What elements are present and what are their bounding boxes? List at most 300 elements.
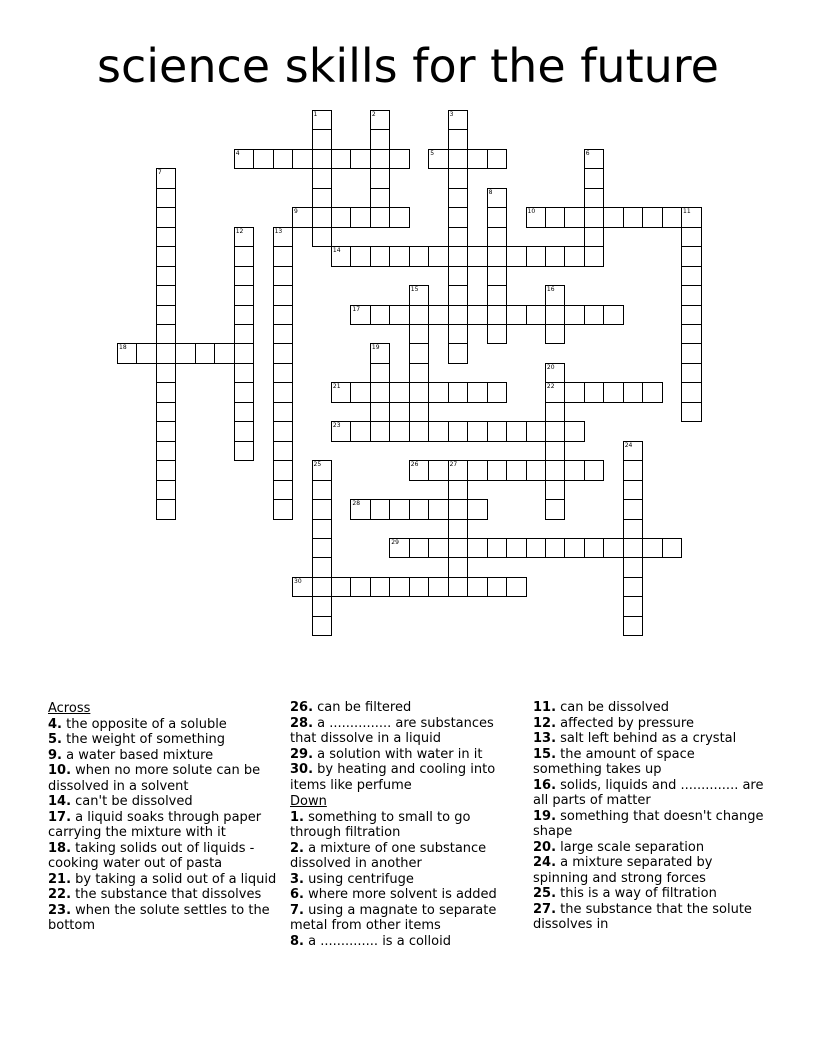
clue-item (290, 841, 520, 872)
down-clue-list-continued (533, 700, 765, 933)
grid-cell[interactable] (681, 402, 702, 423)
grid-cell[interactable] (370, 343, 391, 364)
grid-cell[interactable] (467, 149, 488, 170)
grid-cell[interactable] (487, 324, 508, 345)
grid-cell[interactable] (564, 538, 585, 559)
grid-cell[interactable] (350, 149, 371, 170)
grid-cell[interactable] (312, 460, 333, 481)
grid-cell[interactable] (292, 149, 313, 170)
grid-cell[interactable] (681, 207, 702, 228)
grid-cell[interactable] (487, 305, 508, 326)
grid-cell[interactable] (428, 421, 449, 442)
grid-cell[interactable] (448, 246, 469, 267)
grid-cell[interactable] (331, 246, 352, 267)
grid-cell[interactable] (506, 246, 527, 267)
clue-text: the weight of something (61, 732, 226, 747)
grid-cell[interactable] (545, 480, 566, 501)
clue-text: when the solute settles to the bottom (48, 902, 270, 933)
grid-cell[interactable] (506, 538, 527, 559)
grid-cell[interactable] (292, 207, 313, 228)
clue-number: 24. (533, 855, 557, 870)
clue-item (48, 810, 280, 841)
grid-cell[interactable] (584, 227, 605, 248)
grid-cell[interactable] (234, 324, 255, 345)
grid-cell[interactable] (312, 616, 333, 637)
grid-cell[interactable] (312, 207, 333, 228)
grid-cell[interactable] (545, 382, 566, 403)
grid-cell[interactable] (156, 441, 177, 462)
grid-cell[interactable] (526, 207, 547, 228)
grid-cell[interactable] (526, 305, 547, 326)
grid-cell[interactable] (448, 577, 469, 598)
grid-cell[interactable] (156, 227, 177, 248)
down-heading: Down (290, 794, 327, 809)
grid-cell[interactable] (487, 577, 508, 598)
grid-cell[interactable] (389, 207, 410, 228)
grid-cell[interactable] (156, 480, 177, 501)
grid-cell[interactable] (623, 460, 644, 481)
clue-item (48, 887, 280, 903)
grid-cell[interactable] (409, 343, 430, 364)
grid-cell[interactable] (506, 421, 527, 442)
grid-cell[interactable] (234, 246, 255, 267)
clue-text: taking solids out of liquids - cooking water out of pasta (48, 840, 255, 871)
grid-cell[interactable] (467, 421, 488, 442)
grid-cell[interactable] (681, 227, 702, 248)
grid-cell[interactable] (642, 538, 663, 559)
grid-cell[interactable] (214, 343, 235, 364)
grid-cell[interactable] (312, 519, 333, 540)
grid-cell[interactable] (545, 285, 566, 306)
grid-cell[interactable] (623, 207, 644, 228)
grid-cell[interactable] (156, 207, 177, 228)
grid-cell[interactable] (175, 343, 196, 364)
grid-cell[interactable] (506, 577, 527, 598)
grid-cell[interactable] (681, 382, 702, 403)
grid-cell[interactable] (273, 480, 294, 501)
grid-cell[interactable] (603, 382, 624, 403)
grid-cell[interactable] (156, 402, 177, 423)
grid-cell[interactable] (234, 305, 255, 326)
grid-cell[interactable] (156, 499, 177, 520)
clue-number: 21. (48, 871, 72, 887)
grid-cell[interactable] (487, 382, 508, 403)
grid-cell[interactable] (234, 382, 255, 403)
grid-cell[interactable] (409, 382, 430, 403)
grid-cell[interactable] (156, 266, 177, 287)
clue-text: this is a way of filtration (556, 886, 717, 901)
grid-cell[interactable] (370, 421, 391, 442)
grid-cell[interactable] (312, 168, 333, 189)
grid-cell[interactable] (370, 246, 391, 267)
grid-cell[interactable] (545, 305, 566, 326)
cell-number: 15 (410, 286, 419, 293)
grid-cell[interactable] (681, 266, 702, 287)
grid-cell[interactable] (253, 149, 274, 170)
grid-cell[interactable] (487, 227, 508, 248)
grid-cell[interactable] (564, 207, 585, 228)
grid-cell[interactable] (428, 382, 449, 403)
grid-cell[interactable] (234, 266, 255, 287)
grid-cell[interactable] (623, 557, 644, 578)
grid-cell[interactable] (370, 499, 391, 520)
grid-cell[interactable] (350, 577, 371, 598)
grid-cell[interactable] (623, 519, 644, 540)
grid-cell[interactable] (312, 499, 333, 520)
grid-cell[interactable] (487, 460, 508, 481)
grid-cell[interactable] (545, 460, 566, 481)
grid-cell[interactable] (273, 363, 294, 384)
grid-cell[interactable] (448, 266, 469, 287)
grid-cell[interactable] (234, 441, 255, 462)
grid-cell[interactable] (506, 460, 527, 481)
grid-cell[interactable] (273, 266, 294, 287)
grid-cell[interactable] (467, 246, 488, 267)
grid-cell[interactable] (312, 110, 333, 131)
grid-cell[interactable] (273, 246, 294, 267)
grid-cell[interactable] (389, 246, 410, 267)
grid-cell[interactable] (526, 246, 547, 267)
grid-cell[interactable] (370, 188, 391, 209)
clue-text: a mixture of one substance dissolved in another (290, 840, 487, 871)
clue-item (533, 902, 765, 933)
grid-cell[interactable] (526, 460, 547, 481)
grid-cell[interactable] (234, 149, 255, 170)
grid-cell[interactable] (273, 227, 294, 248)
grid-cell[interactable] (370, 402, 391, 423)
grid-cell[interactable] (623, 382, 644, 403)
grid-cell[interactable] (409, 577, 430, 598)
grid-cell[interactable] (564, 421, 585, 442)
grid-cell[interactable] (292, 577, 313, 598)
grid-cell[interactable] (564, 382, 585, 403)
grid-cell[interactable] (331, 207, 352, 228)
grid-cell[interactable] (370, 305, 391, 326)
grid-cell[interactable] (448, 421, 469, 442)
grid-cell[interactable] (331, 149, 352, 170)
grid-cell[interactable] (584, 305, 605, 326)
grid-cell[interactable] (681, 285, 702, 306)
grid-cell[interactable] (350, 499, 371, 520)
grid-cell[interactable] (448, 324, 469, 345)
grid-cell[interactable] (564, 460, 585, 481)
grid-cell[interactable] (409, 285, 430, 306)
grid-cell[interactable] (681, 246, 702, 267)
grid-cell[interactable] (448, 129, 469, 150)
grid-cell[interactable] (448, 188, 469, 209)
grid-cell[interactable] (370, 168, 391, 189)
clue-number: 17. (48, 809, 72, 825)
grid-cell[interactable] (681, 343, 702, 364)
grid-cell[interactable] (487, 421, 508, 442)
grid-cell[interactable] (428, 305, 449, 326)
grid-cell[interactable] (195, 343, 216, 364)
grid-cell[interactable] (545, 246, 566, 267)
grid-cell[interactable] (681, 324, 702, 345)
grid-cell[interactable] (273, 149, 294, 170)
grid-cell[interactable] (448, 305, 469, 326)
grid-cell[interactable] (389, 149, 410, 170)
grid-cell[interactable] (117, 343, 138, 364)
grid-cell[interactable] (564, 305, 585, 326)
grid-cell[interactable] (662, 207, 683, 228)
grid-cell[interactable] (564, 246, 585, 267)
grid-cell[interactable] (409, 460, 430, 481)
grid-cell[interactable] (389, 382, 410, 403)
grid-cell[interactable] (467, 460, 488, 481)
grid-cell[interactable] (389, 421, 410, 442)
clue-number: 3. (290, 871, 304, 887)
grid-cell[interactable] (234, 363, 255, 384)
grid-cell[interactable] (234, 343, 255, 364)
grid-cell[interactable] (448, 227, 469, 248)
grid-cell[interactable] (467, 577, 488, 598)
cell-number: 17 (352, 305, 361, 313)
grid-cell[interactable] (428, 149, 449, 170)
cell-number: 20 (546, 363, 555, 371)
grid-cell[interactable] (623, 441, 644, 462)
grid-cell[interactable] (603, 538, 624, 559)
grid-cell[interactable] (312, 227, 333, 248)
grid-cell[interactable] (350, 207, 371, 228)
grid-cell[interactable] (409, 421, 430, 442)
grid-cell[interactable] (409, 324, 430, 345)
grid-cell[interactable] (273, 343, 294, 364)
grid-cell[interactable] (389, 499, 410, 520)
puzzle-title: science skills for the future (97, 39, 719, 93)
grid-cell[interactable] (448, 538, 469, 559)
grid-cell[interactable] (331, 382, 352, 403)
clue-text: a liquid soaks through paper carrying the mixture with it (48, 809, 262, 840)
grid-cell[interactable] (545, 363, 566, 384)
grid-cell[interactable] (234, 421, 255, 442)
grid-cell[interactable] (448, 207, 469, 228)
cell-number: 19 (371, 344, 380, 352)
grid-cell[interactable] (234, 227, 255, 248)
grid-cell[interactable] (584, 207, 605, 228)
grid-cell[interactable] (156, 460, 177, 481)
clue-number: 13. (533, 731, 557, 746)
grid-cell[interactable] (370, 382, 391, 403)
grid-cell[interactable] (448, 519, 469, 540)
grid-cell[interactable] (273, 402, 294, 423)
clue-text: using centrifuge (303, 871, 414, 887)
grid-cell[interactable] (584, 460, 605, 481)
clue-text: can be dissolved (556, 700, 669, 715)
grid-cell[interactable] (506, 305, 527, 326)
grid-cell[interactable] (487, 246, 508, 267)
grid-cell[interactable] (409, 402, 430, 423)
clue-column-2 (290, 700, 520, 949)
grid-cell[interactable] (487, 188, 508, 209)
clue-text: the amount of space something takes up (533, 746, 695, 777)
clue-item (533, 747, 765, 778)
grid-cell[interactable] (545, 207, 566, 228)
grid-cell[interactable] (526, 421, 547, 442)
grid-cell[interactable] (584, 538, 605, 559)
grid-cell[interactable] (448, 149, 469, 170)
grid-cell[interactable] (312, 188, 333, 209)
clue-column-3 (533, 700, 765, 933)
grid-cell[interactable] (350, 305, 371, 326)
grid-cell[interactable] (156, 285, 177, 306)
grid-cell[interactable] (623, 480, 644, 501)
grid-cell[interactable] (409, 363, 430, 384)
grid-cell[interactable] (584, 149, 605, 170)
grid-cell[interactable] (409, 305, 430, 326)
grid-cell[interactable] (428, 499, 449, 520)
grid-cell[interactable] (234, 402, 255, 423)
grid-cell[interactable] (467, 305, 488, 326)
grid-cell[interactable] (273, 441, 294, 462)
grid-cell[interactable] (156, 324, 177, 345)
grid-cell[interactable] (234, 285, 255, 306)
grid-cell[interactable] (623, 577, 644, 598)
clue-number: 5. (48, 732, 62, 747)
grid-cell[interactable] (273, 499, 294, 520)
grid-cell[interactable] (448, 460, 469, 481)
grid-cell[interactable] (623, 616, 644, 637)
grid-cell[interactable] (312, 577, 333, 598)
grid-cell[interactable] (370, 149, 391, 170)
grid-cell[interactable] (448, 480, 469, 501)
grid-cell[interactable] (681, 363, 702, 384)
cell-number: 24 (624, 441, 633, 449)
grid-cell[interactable] (448, 343, 469, 364)
grid-cell[interactable] (312, 596, 333, 617)
cell-number: 27 (449, 461, 458, 469)
grid-cell[interactable] (136, 343, 157, 364)
grid-cell[interactable] (409, 538, 430, 559)
grid-cell[interactable] (584, 188, 605, 209)
grid-cell[interactable] (467, 538, 488, 559)
grid-cell[interactable] (156, 382, 177, 403)
grid-cell[interactable] (370, 110, 391, 131)
clue-item (48, 841, 280, 872)
grid-cell[interactable] (350, 421, 371, 442)
clue-number: 22. (48, 887, 72, 902)
grid-cell[interactable] (156, 168, 177, 189)
grid-cell[interactable] (273, 305, 294, 326)
grid-cell[interactable] (545, 441, 566, 462)
grid-cell[interactable] (156, 421, 177, 442)
grid-cell[interactable] (487, 285, 508, 306)
grid-cell[interactable] (467, 499, 488, 520)
grid-cell[interactable] (642, 382, 663, 403)
grid-cell[interactable] (487, 266, 508, 287)
clue-text: where more solvent is added (303, 887, 497, 902)
grid-cell[interactable] (156, 305, 177, 326)
cell-number: 21 (332, 383, 341, 391)
grid-cell[interactable] (526, 538, 547, 559)
grid-cell[interactable] (312, 557, 333, 578)
grid-cell[interactable] (545, 538, 566, 559)
grid-cell[interactable] (487, 538, 508, 559)
grid-cell[interactable] (273, 285, 294, 306)
clue-number: 6. (290, 887, 304, 902)
grid-cell[interactable] (448, 168, 469, 189)
grid-cell[interactable] (331, 577, 352, 598)
grid-cell[interactable] (273, 324, 294, 345)
clue-item (48, 872, 280, 888)
grid-cell[interactable] (370, 207, 391, 228)
grid-cell[interactable] (389, 305, 410, 326)
grid-cell[interactable] (312, 480, 333, 501)
grid-cell[interactable] (428, 246, 449, 267)
cell-number: 10 (527, 208, 536, 216)
clue-number: 4. (48, 716, 62, 732)
grid-cell[interactable] (642, 207, 663, 228)
grid-cell[interactable] (623, 499, 644, 520)
clue-item (48, 717, 280, 733)
grid-cell[interactable] (545, 324, 566, 345)
grid-cell[interactable] (273, 382, 294, 403)
grid-cell[interactable] (370, 577, 391, 598)
clue-number: 7. (290, 902, 304, 918)
grid-cell[interactable] (409, 246, 430, 267)
grid-cell[interactable] (312, 538, 333, 559)
clue-item (290, 872, 520, 888)
grid-cell[interactable] (448, 499, 469, 520)
grid-cell[interactable] (623, 538, 644, 559)
grid-cell[interactable] (350, 246, 371, 267)
grid-cell[interactable] (409, 499, 430, 520)
grid-cell[interactable] (156, 343, 177, 364)
grid-cell[interactable] (350, 382, 371, 403)
grid-cell[interactable] (603, 305, 624, 326)
grid-cell[interactable] (428, 577, 449, 598)
cell-number: 7 (157, 169, 162, 177)
grid-cell[interactable] (487, 207, 508, 228)
grid-cell[interactable] (370, 129, 391, 150)
grid-cell[interactable] (312, 149, 333, 170)
cell-number: 11 (683, 208, 691, 216)
grid-cell[interactable] (448, 285, 469, 306)
grid-cell[interactable] (545, 402, 566, 423)
cell-number: 22 (546, 383, 555, 391)
grid-cell[interactable] (545, 421, 566, 442)
grid-cell[interactable] (156, 363, 177, 384)
grid-cell[interactable] (662, 538, 683, 559)
grid-cell[interactable] (389, 538, 410, 559)
grid-cell[interactable] (428, 538, 449, 559)
grid-cell[interactable] (370, 363, 391, 384)
grid-cell[interactable] (584, 382, 605, 403)
grid-cell[interactable] (623, 596, 644, 617)
grid-cell[interactable] (584, 168, 605, 189)
grid-cell[interactable] (428, 460, 449, 481)
grid-cell[interactable] (584, 246, 605, 267)
grid-cell[interactable] (389, 577, 410, 598)
grid-cell[interactable] (312, 129, 333, 150)
clue-text: the substance that dissolves (71, 887, 262, 902)
grid-cell[interactable] (331, 421, 352, 442)
cell-number: 8 (488, 188, 493, 196)
grid-cell[interactable] (273, 460, 294, 481)
grid-cell[interactable] (487, 149, 508, 170)
grid-cell[interactable] (467, 382, 488, 403)
grid-cell[interactable] (603, 207, 624, 228)
grid-cell[interactable] (448, 382, 469, 403)
grid-cell[interactable] (448, 557, 469, 578)
grid-cell[interactable] (681, 305, 702, 326)
grid-cell[interactable] (545, 499, 566, 520)
grid-cell[interactable] (273, 421, 294, 442)
clue-item (48, 748, 280, 764)
grid-cell[interactable] (448, 110, 469, 131)
grid-cell[interactable] (156, 188, 177, 209)
grid-cell[interactable] (156, 246, 177, 267)
